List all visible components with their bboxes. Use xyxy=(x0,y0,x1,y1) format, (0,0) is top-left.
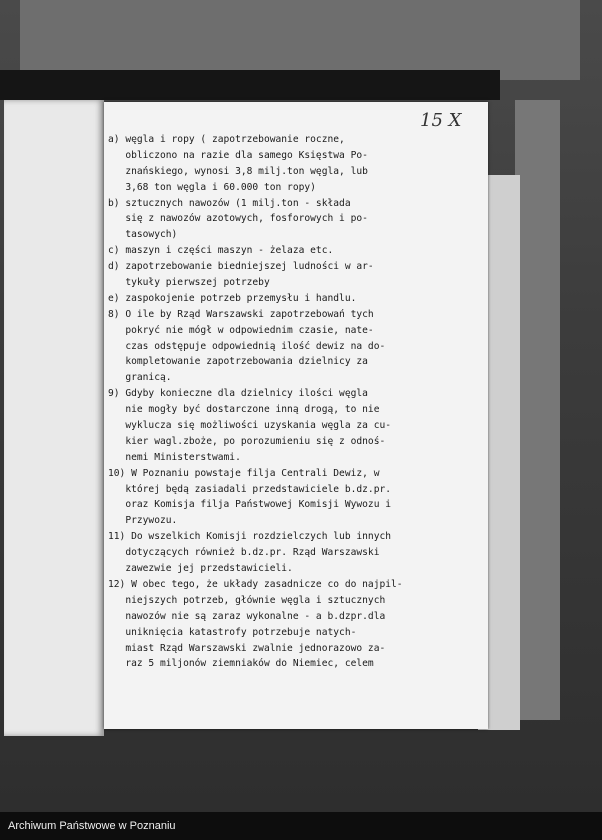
typed-text-block xyxy=(108,132,484,672)
text-line: tykuły pierwszej potrzeby xyxy=(108,277,270,289)
text-line: raz 5 miljonów ziemniaków do Niemiec, celem xyxy=(108,658,374,670)
text-line: tasowych) xyxy=(108,229,178,241)
text-line: 8) O ile by Rząd Warszawski zapotrzebowań tych xyxy=(108,308,374,320)
text-line: znańskiego, wynosi 3,8 milj.ton węgla, lub xyxy=(108,165,368,177)
text-line: obliczono na razie dla samego Księstwa Po- xyxy=(108,149,368,161)
text-line: granicą. xyxy=(108,372,172,384)
text-line: miast Rząd Warszawski zwalnie jednorazowo za- xyxy=(108,642,386,654)
text-line: kompletowanie zapotrzebowania dzielnicy za xyxy=(108,356,368,368)
left-page xyxy=(4,100,104,736)
text-line: 11) Do wszelkich Komisji rozdzielczych lub innych xyxy=(108,531,392,543)
text-line: b) sztucznych nawozów (1 milj.ton - składa xyxy=(108,197,351,209)
text-line: czas odstępuje odpowiednią ilość dewiz na do- xyxy=(108,340,386,352)
text-line: zawezwie jej przedstawicieli. xyxy=(108,563,293,575)
text-line: 9) Gdyby konieczne dla dzielnicy ilości węgla xyxy=(108,388,368,400)
text-line: 10) W Poznaniu powstaje filja Centrali Dewiz, w xyxy=(108,467,380,479)
text-line: pokryć nie mógł w odpowiednim czasie, nate- xyxy=(108,324,374,336)
text-line: 3,68 ton węgla i 60.000 ton ropy) xyxy=(108,181,316,193)
folio-number: 15 X xyxy=(420,110,462,131)
archive-footer xyxy=(0,812,602,840)
text-line: wyklucza się możliwości uzyskania węgla za cu- xyxy=(108,420,392,432)
text-line: się z nawozów azotowych, fosforowych i po- xyxy=(108,213,368,225)
archive-backboard xyxy=(20,0,580,80)
text-line: 12) W obec tego, że układy zasadnicze co do najpil- xyxy=(108,578,403,590)
text-line: dotyczących również b.dz.pr. Rząd Warszawski xyxy=(108,547,380,559)
text-line: kier wagl.zboże, po porozumieniu się z odnoś- xyxy=(108,435,386,447)
text-line: której będą zasiadali przedstawiciele b.dz.pr. xyxy=(108,483,392,495)
text-line: c) maszyn i części maszyn - żelaza etc. xyxy=(108,245,334,257)
text-line: nemi Ministerstwami. xyxy=(108,451,241,463)
text-line: oraz Komisja filja Państwowej Komisji Wywozu i xyxy=(108,499,392,511)
binder-edge xyxy=(0,70,500,100)
text-line: nawozów nie są zaraz wykonalne - a b.dzpr.dla xyxy=(108,610,386,622)
text-line: niejszych potrzeb, głównie węgla i sztucznych xyxy=(108,594,386,606)
text-line: Przywozu. xyxy=(108,515,178,527)
page-stack-edge xyxy=(515,100,560,720)
text-line: d) zapotrzebowanie biedniejszej ludności w ar- xyxy=(108,261,374,273)
text-line: a) węgla i ropy ( zapotrzebowanie roczne, xyxy=(108,134,345,145)
text-line: e) zaspokojenie potrzeb przemysłu i handlu. xyxy=(108,292,357,304)
text-line: uniknięcia katastrofy potrzebuje natych- xyxy=(108,626,357,638)
text-line: nie mogły być dostarczone inną drogą, to nie xyxy=(108,404,380,416)
archive-credit: Archiwum Państwowe w Poznaniu xyxy=(8,820,176,832)
